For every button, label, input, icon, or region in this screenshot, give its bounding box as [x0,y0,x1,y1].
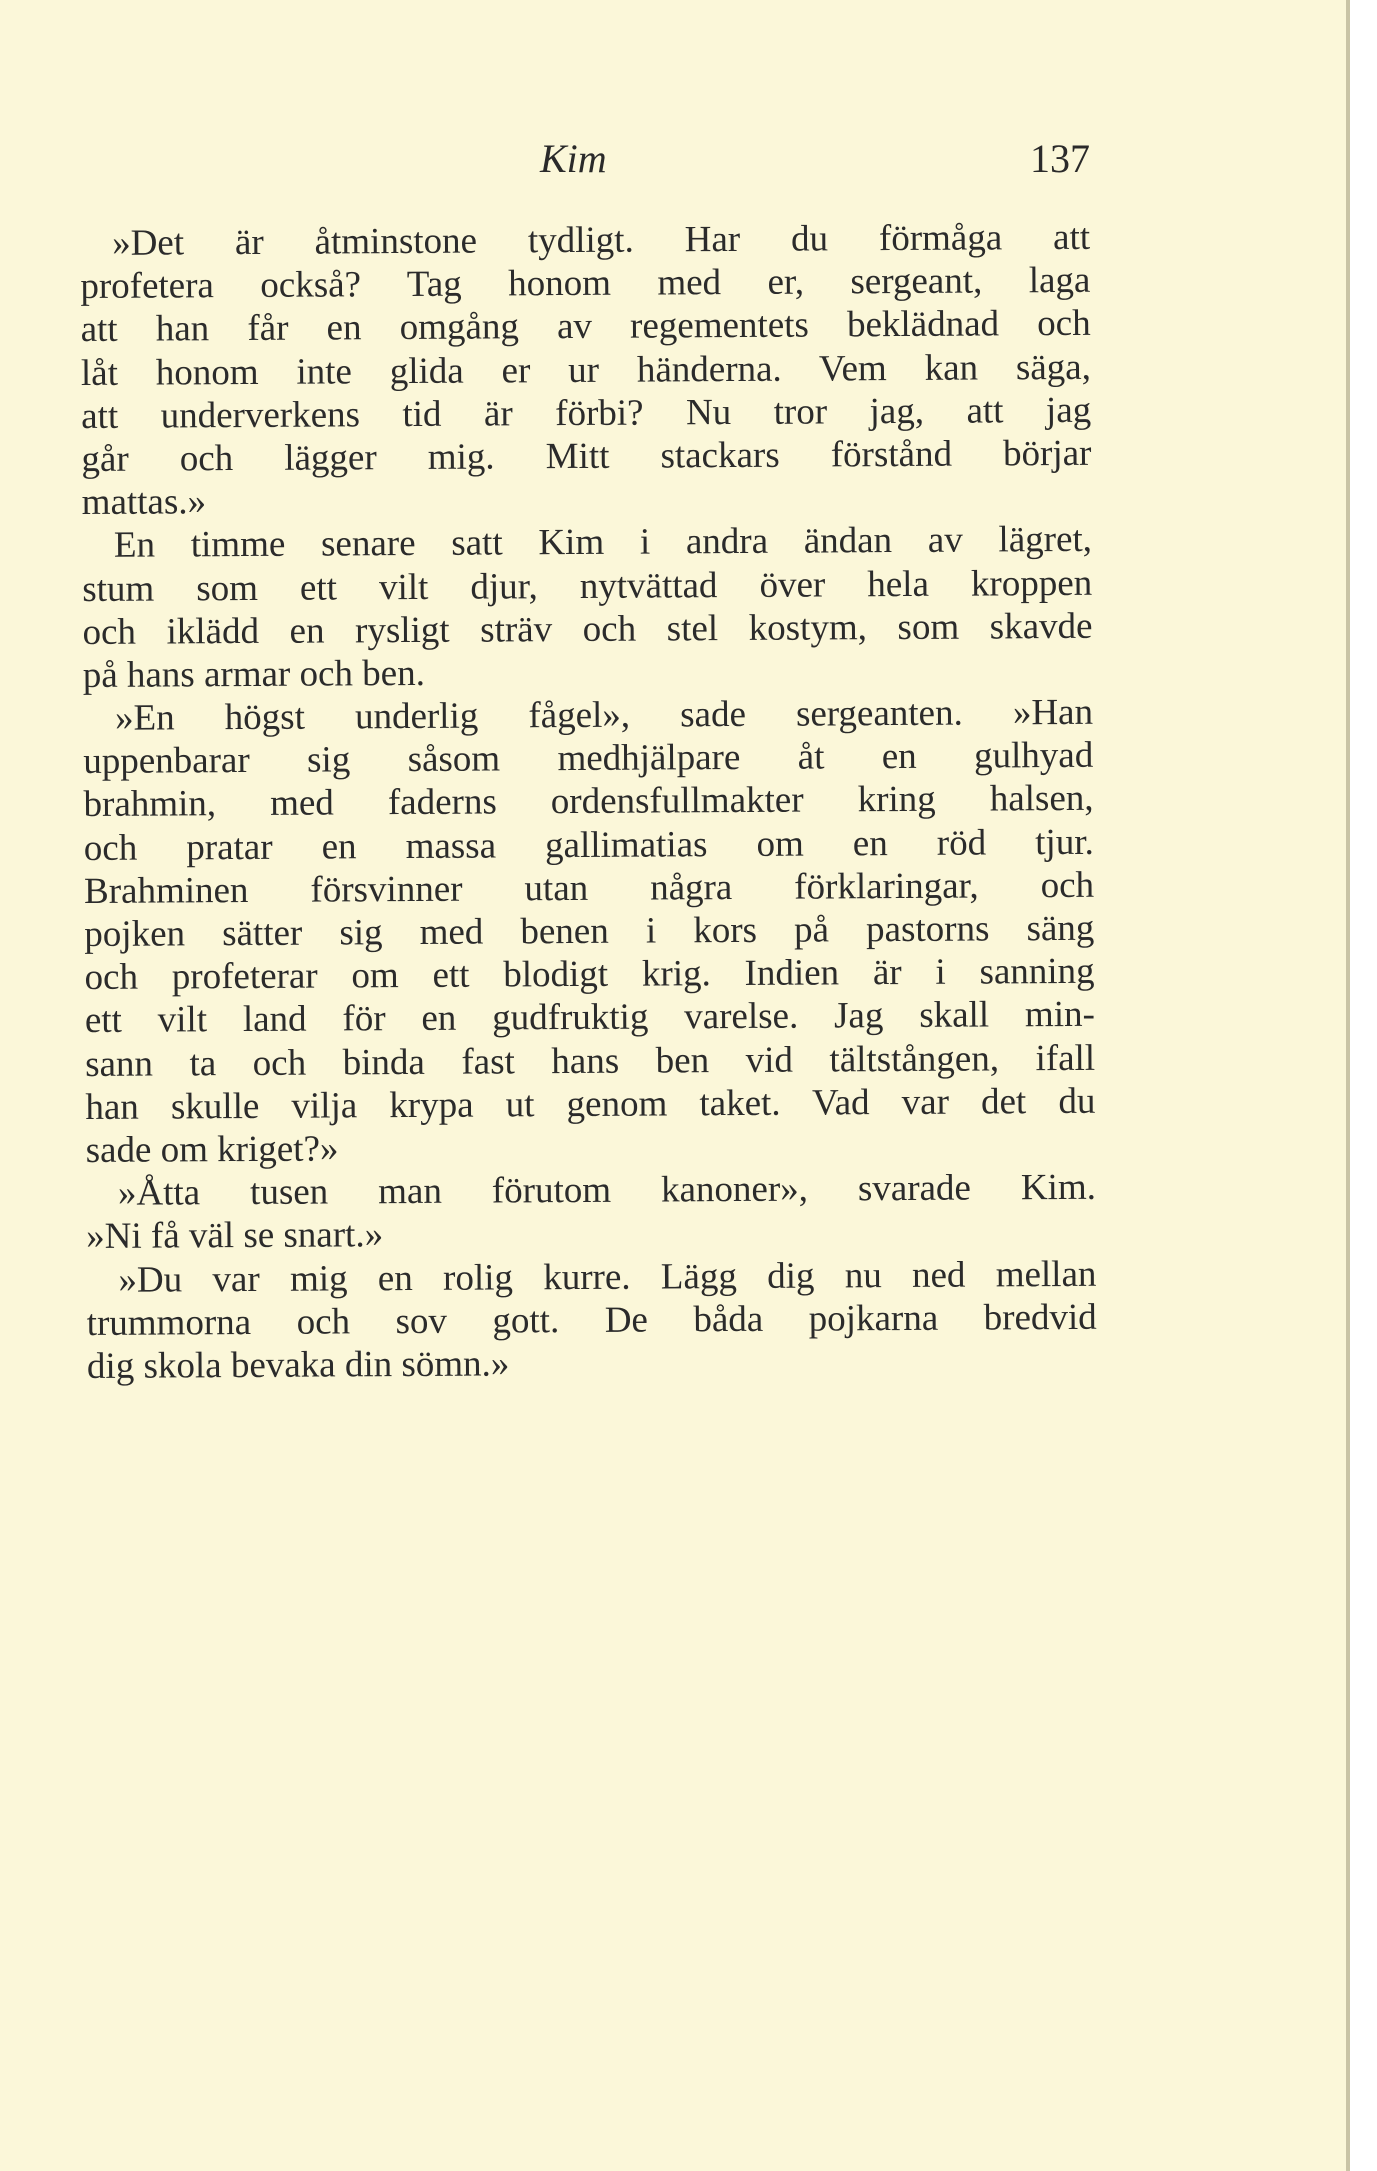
running-title: Kim [540,136,607,181]
text-line: att underverkens tid är förbi? Nu tror jag, att jag [81,389,1092,437]
text-line: »Ni få väl se snart.» [86,1214,384,1258]
text-line: uppenbarar sig såsom medhjälpare åt en gulhyad [83,735,1094,783]
text-line: »Åtta tusen man förutom kanoner», svarade Kim. [117,1166,1097,1214]
text-line: ett vilt land för en gudfruktig varelse. Jag skall min- [84,994,1095,1042]
text-line: och pratar en massa gallimatias om en röd tjur. [83,821,1094,869]
text-line: profetera också? Tag honom med er, sergeant, laga [80,260,1091,308]
text-line: »Du var mig en rolig kurre. Lägg dig nu ned mellan [118,1253,1097,1301]
text-line: på hans armar och ben. [82,652,425,696]
text-line: trummorna och sov gott. De båda pojkarna bredvid [86,1296,1097,1344]
body-text [80,216,1097,1388]
text-line: stum som ett vilt djur, nytvättad över hela kroppen [82,562,1093,610]
text-line: låt honom inte glida er ur händerna. Vem kan säga, [80,346,1092,394]
text-line: En timme senare satt Kim i andra ändan av lägret, [113,519,1093,567]
text-line: Brahminen försvinner utan några förklaringar, och [83,864,1095,912]
scan-margin [1350,0,1377,2171]
text-line: och profeterar om ett blodigt krig. Indien är i sanning [84,951,1095,999]
text-line: brahmin, med faderns ordensfullmakter kring halsen, [83,778,1094,826]
page-header [80,135,1090,195]
text-line: sann ta och binda fast hans ben vid tältstången, ifall [85,1037,1096,1085]
page-number: 137 [1030,136,1090,181]
text-line: han skulle vilja krypa ut genom taket. Vad var det du [85,1080,1096,1128]
text-line: att han får en omgång av regementets beklädnad och [80,303,1091,351]
text-line: pojken sätter sig med benen i kors på pastorns säng [84,907,1095,955]
text-line: går och lägger mig. Mitt stackars förstånd börjar [81,432,1092,480]
text-line: sade om kriget?» [85,1128,339,1171]
text-line: mattas.» [81,481,207,524]
text-line: »En högst underlig fågel», sade sergeanten. »Han [114,691,1094,739]
text-line: dig skola bevaka din sömn.» [86,1343,510,1387]
text-line: och iklädd en rysligt sträv och stel kostym, som skavde [82,605,1093,653]
text-line: »Det är åtminstone tydligt. Har du förmåga att [112,216,1091,264]
